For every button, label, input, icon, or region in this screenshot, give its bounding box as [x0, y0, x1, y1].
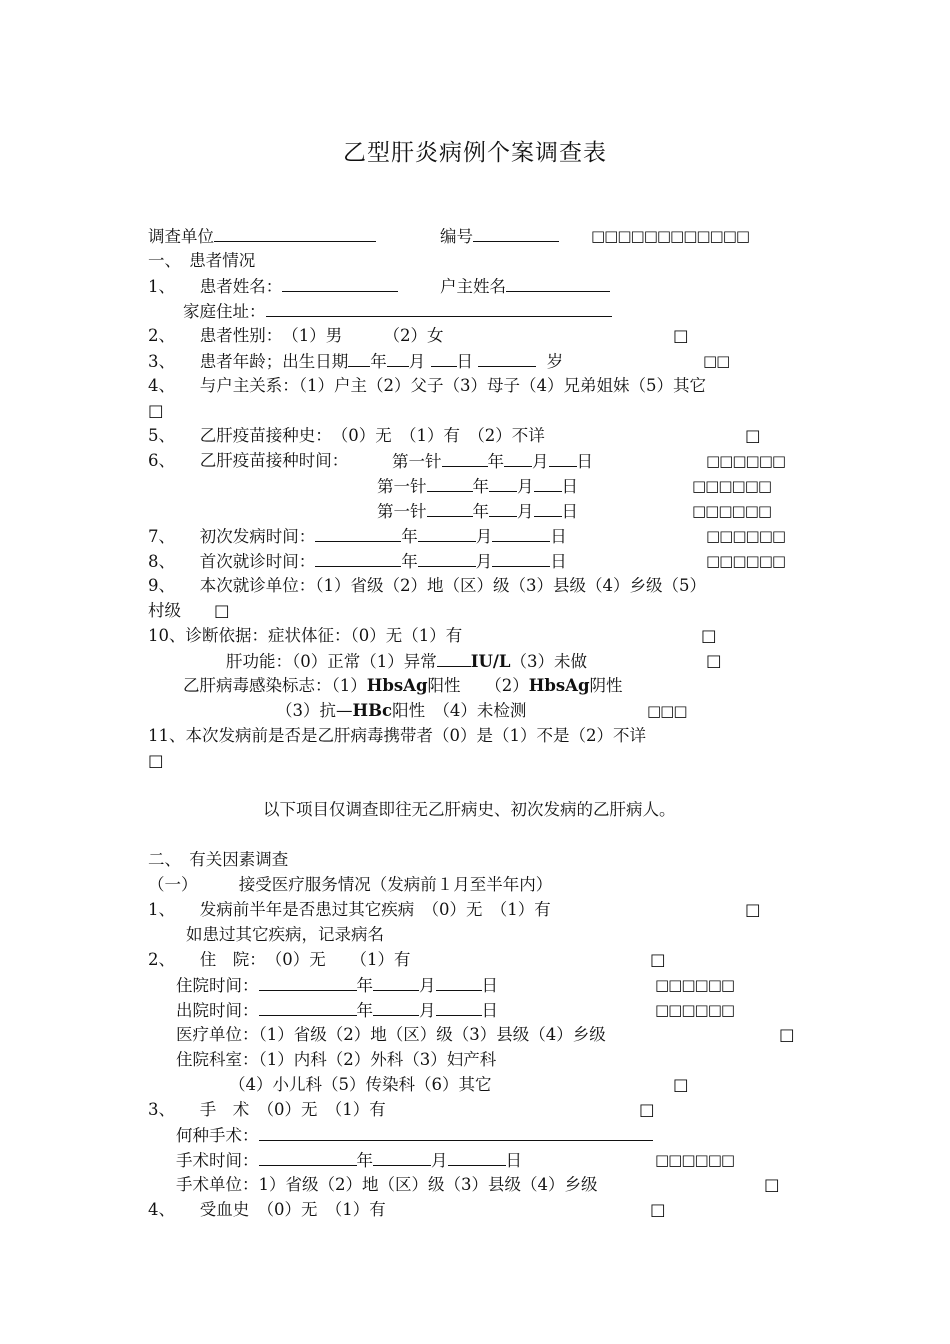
day-label: 日 [550, 527, 567, 546]
surgery-unit-box[interactable]: □ [764, 1175, 780, 1194]
age-unit: 岁 [546, 352, 564, 371]
year-label: 年 [401, 552, 418, 571]
surgery-day-field[interactable] [448, 1150, 506, 1166]
year-label: 年 [356, 1001, 373, 1020]
carrier-box[interactable]: □ [148, 751, 164, 770]
hbv-marker-boxes[interactable]: □□□ [647, 702, 687, 720]
dose-label: 第一针 [377, 502, 427, 521]
hospital-unit-question: 医疗单位：（1）省级（2）地（区）级（3）县级（4）乡级 [176, 1025, 606, 1044]
dose-day-field[interactable] [534, 501, 562, 517]
month-label: 月 [419, 976, 436, 995]
admit-month-field[interactable] [373, 975, 419, 991]
discharge-row [176, 1000, 498, 1021]
liver-function-label: 肝功能：（0）正常（1）异常 [226, 652, 437, 671]
onset-time-label: 7、 初次发病时间： [148, 527, 316, 546]
department-options: （4）小儿科（5）传染科（6）其它 [229, 1075, 492, 1094]
birth-year-field[interactable] [348, 351, 370, 367]
hospitalization-box[interactable]: □ [650, 950, 666, 969]
surgery-time-boxes[interactable]: □□□□□□ [655, 1151, 735, 1169]
day-label: 日 [456, 352, 473, 371]
dose-day-field[interactable] [534, 476, 562, 492]
vaccine-time-label: 6、 乙肝疫苗接种时间： [148, 451, 349, 470]
relation-box[interactable]: □ [148, 401, 164, 420]
scope-note: 以下项目仅调查即往无乙肝病史、初次发病的乙肝病人。 [263, 800, 676, 819]
onset-day-field[interactable] [492, 526, 550, 542]
not-done-label: （3）未做 [510, 652, 587, 671]
hbv-marker-row [183, 676, 623, 696]
liver-value-field[interactable] [437, 651, 471, 667]
month-label: 月 [532, 452, 549, 471]
survey-unit-label: 调查单位 [148, 227, 214, 246]
householder-label: 户主姓名 [440, 277, 506, 296]
month-label: 月 [475, 552, 493, 571]
hbsag-label: HbsAg [528, 676, 590, 695]
address-row [183, 301, 612, 322]
transfusion-box[interactable]: □ [650, 1200, 666, 1219]
other-disease-box[interactable]: □ [745, 900, 761, 919]
month-label: 月 [517, 502, 534, 521]
month-label: 月 [408, 352, 426, 371]
admission-row [176, 975, 498, 996]
dose-month-field[interactable] [489, 476, 517, 492]
liver-function-box[interactable]: □ [706, 651, 722, 670]
year-label: 年 [472, 502, 489, 521]
dose-2-boxes[interactable]: □□□□□□ [692, 477, 772, 495]
age-boxes[interactable]: □□ [703, 352, 730, 370]
discharge-month-field[interactable] [373, 1000, 419, 1016]
day-label: 日 [561, 502, 578, 521]
discharge-year-field[interactable] [259, 1000, 357, 1016]
other-disease-note: 如患过其它疾病，记录病名 [186, 925, 384, 944]
dose-1-boxes[interactable]: □□□□□□ [706, 452, 786, 470]
dose-year-field[interactable] [427, 501, 473, 517]
diagnosis-symptoms: 10、诊断依据：症状体征：（0）无（1）有 [148, 626, 463, 645]
surgery-time-row [176, 1150, 522, 1171]
carrier-question: 11、本次发病前是否是乙肝病毒携带者（0）是（1）不是（2）不详 [148, 726, 646, 745]
visit-unit-continuation[interactable]: 村级 □ [148, 601, 230, 620]
anti-label: （3）抗— [276, 701, 353, 720]
month-label: 月 [419, 1001, 436, 1020]
vaccine-history-question: 5、 乙肝疫苗接种史： （0）无 （1）有 （2）不详 [148, 426, 545, 445]
vaccine-history-box[interactable]: □ [745, 426, 761, 445]
sex-box[interactable]: □ [673, 326, 689, 345]
visit-unit-question: 9、 本次就诊单位：（1）省级（2）地（区）级（3）县级（4）乡级（5） [148, 576, 706, 595]
positive-label: 阳性 （2） [427, 676, 529, 695]
householder-row [440, 276, 610, 297]
hbc-label: HBc [352, 701, 393, 720]
day-label: 日 [561, 477, 578, 496]
month-label: 月 [517, 477, 534, 496]
onset-boxes[interactable]: □□□□□□ [706, 527, 786, 545]
month-label: 月 [431, 1151, 448, 1170]
dose-month-field[interactable] [489, 501, 517, 517]
section-2-heading: 二、 有关因素调查 [148, 850, 289, 869]
first-visit-label: 8、 首次就诊时间： [148, 552, 316, 571]
discharge-label: 出院时间： [176, 1001, 259, 1020]
dose-3-row [377, 501, 578, 522]
number-field[interactable] [473, 226, 559, 242]
visit-month-field[interactable] [418, 551, 476, 567]
sex-question: 2、 患者性别： （1）男 （2）女 [148, 326, 444, 345]
visit-day-field[interactable] [492, 551, 550, 567]
day-label: 日 [505, 1151, 522, 1170]
address-field[interactable] [266, 301, 612, 317]
surgery-box[interactable]: □ [639, 1100, 655, 1119]
subsection-1-heading: （一） 接受医疗服务情况（发病前１月至半年内） [148, 875, 553, 894]
year-label: 年 [472, 477, 489, 496]
month-label: 月 [475, 527, 493, 546]
dose-year-field[interactable] [427, 476, 473, 492]
onset-month-field[interactable] [418, 526, 476, 542]
anti-hbc-options: 阳性 （4）未检测 [392, 701, 527, 720]
hospital-unit-box[interactable]: □ [779, 1025, 795, 1044]
hospitalization-question: 2、 住 院： （0）无 （1）有 [148, 950, 411, 969]
transfusion-question: 4、 受血史 （0）无 （1）有 [148, 1200, 386, 1219]
surgery-question: 3、 手 术 （0）无 （1）有 [148, 1100, 386, 1119]
admit-day-field[interactable] [436, 975, 482, 991]
address-label: 家庭住址： [183, 302, 266, 321]
year-label: 年 [487, 452, 504, 471]
symptoms-box[interactable]: □ [701, 626, 717, 645]
dose-year-field[interactable] [442, 451, 488, 467]
onset-year-field[interactable] [315, 526, 401, 542]
unit-label: IU/L [470, 652, 511, 671]
dose-label: 第一针 [392, 452, 442, 471]
survey-unit-field[interactable] [214, 226, 376, 242]
section-1-heading: 一、 患者情况 [148, 251, 256, 270]
birth-day-field[interactable] [431, 351, 457, 367]
surgery-unit-question: 手术单位：1）省级（2）地（区）级（3）县级（4）乡级 [176, 1175, 598, 1194]
negative-label: 阴性 [589, 676, 623, 695]
dose-day-field[interactable] [549, 451, 577, 467]
liver-function-row [226, 651, 587, 672]
admission-label: 住院时间： [176, 976, 259, 995]
other-disease-question: 1、 发病前半年是否患过其它疾病 （0）无 （1）有 [148, 900, 551, 919]
surgery-type-label: 何种手术： [176, 1126, 259, 1145]
dose-3-boxes[interactable]: □□□□□□ [692, 502, 772, 520]
dose-1-row [392, 451, 593, 472]
birth-month-field[interactable] [387, 351, 409, 367]
visit-year-field[interactable] [315, 551, 401, 567]
dose-2-row [377, 476, 578, 497]
first-visit-row [148, 551, 567, 572]
patient-name-field[interactable] [282, 276, 398, 292]
surgery-year-field[interactable] [259, 1150, 357, 1166]
day-label: 日 [550, 552, 567, 571]
dose-month-field[interactable] [504, 451, 532, 467]
surgery-time-label: 手术时间： [176, 1151, 259, 1170]
surgery-type-row [176, 1125, 653, 1146]
hbsag-label: HbsAg [366, 676, 428, 695]
number-row [440, 226, 559, 247]
number-boxes[interactable]: □□□□□□□□□□□□ [591, 227, 750, 245]
householder-field[interactable] [506, 276, 610, 292]
onset-time-row [148, 526, 567, 547]
age-field[interactable] [478, 351, 536, 367]
dose-label: 第一针 [377, 477, 427, 496]
age-label: 3、 患者年龄；出生日期 [148, 352, 349, 371]
department-question: 住院科室：（1）内科（2）外科（3）妇产科 [176, 1050, 497, 1069]
relation-question: 4、 与户主关系：（1）户主（2）父子（3）母子（4）兄弟姐妹（5）其它 [148, 376, 706, 395]
anti-hbc-row [276, 701, 526, 721]
year-label: 年 [401, 527, 418, 546]
department-box[interactable]: □ [673, 1075, 689, 1094]
day-label: 日 [481, 1001, 498, 1020]
surgery-type-field[interactable] [259, 1125, 653, 1141]
year-label: 年 [370, 352, 387, 371]
surgery-month-field[interactable] [373, 1150, 431, 1166]
year-label: 年 [356, 976, 373, 995]
day-label: 日 [576, 452, 593, 471]
day-label: 日 [481, 976, 498, 995]
discharge-boxes[interactable]: □□□□□□ [655, 1001, 735, 1019]
year-label: 年 [356, 1151, 373, 1170]
survey-unit-row [148, 226, 376, 247]
number-label: 编号 [440, 227, 473, 246]
first-visit-boxes[interactable]: □□□□□□ [706, 552, 786, 570]
age-row [148, 351, 563, 372]
discharge-day-field[interactable] [436, 1000, 482, 1016]
admit-year-field[interactable] [259, 975, 357, 991]
patient-name-label: 1、 患者姓名： [148, 277, 283, 296]
patient-name-row [148, 276, 398, 297]
page-title: 乙型肝炎病例个案调查表 [343, 140, 607, 166]
hbv-marker-label: 乙肝病毒感染标志：（1） [183, 676, 367, 695]
admission-boxes[interactable]: □□□□□□ [655, 976, 735, 994]
